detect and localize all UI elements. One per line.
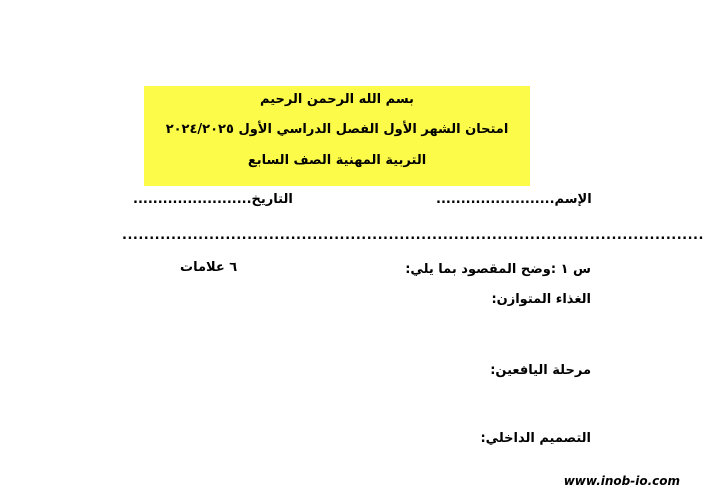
question-marks: ٦ علامات	[180, 260, 238, 275]
name-label: الإسم	[554, 192, 592, 207]
full-dotted-line: ...........................................................................................................	[122, 228, 704, 243]
exam-title: امتحان الشهر الأول الفصل الدراسي الأول ٢٠٢٤/٢٠٢٥	[165, 122, 509, 137]
basmala: بسم الله الرحمن الرحيم	[260, 92, 414, 107]
name-dots: ........................	[436, 192, 555, 207]
subject-grade: التربية المهنية الصف السابع	[247, 153, 427, 168]
header-box	[144, 86, 530, 186]
date-dots: ........................	[133, 192, 252, 207]
question-prompt: س ١ :وضح المقصود بما يلي:	[405, 262, 591, 277]
name-field	[436, 192, 592, 207]
date-label: التاريخ	[251, 192, 293, 207]
term-adolescence: مرحلة اليافعين:	[490, 363, 591, 378]
term-interior-design: التصميم الداخلي:	[480, 431, 591, 446]
term-balanced-food: الغذاء المتوازن:	[491, 292, 591, 307]
website-watermark: www.inob-io.com	[563, 474, 680, 488]
date-field	[133, 192, 293, 207]
